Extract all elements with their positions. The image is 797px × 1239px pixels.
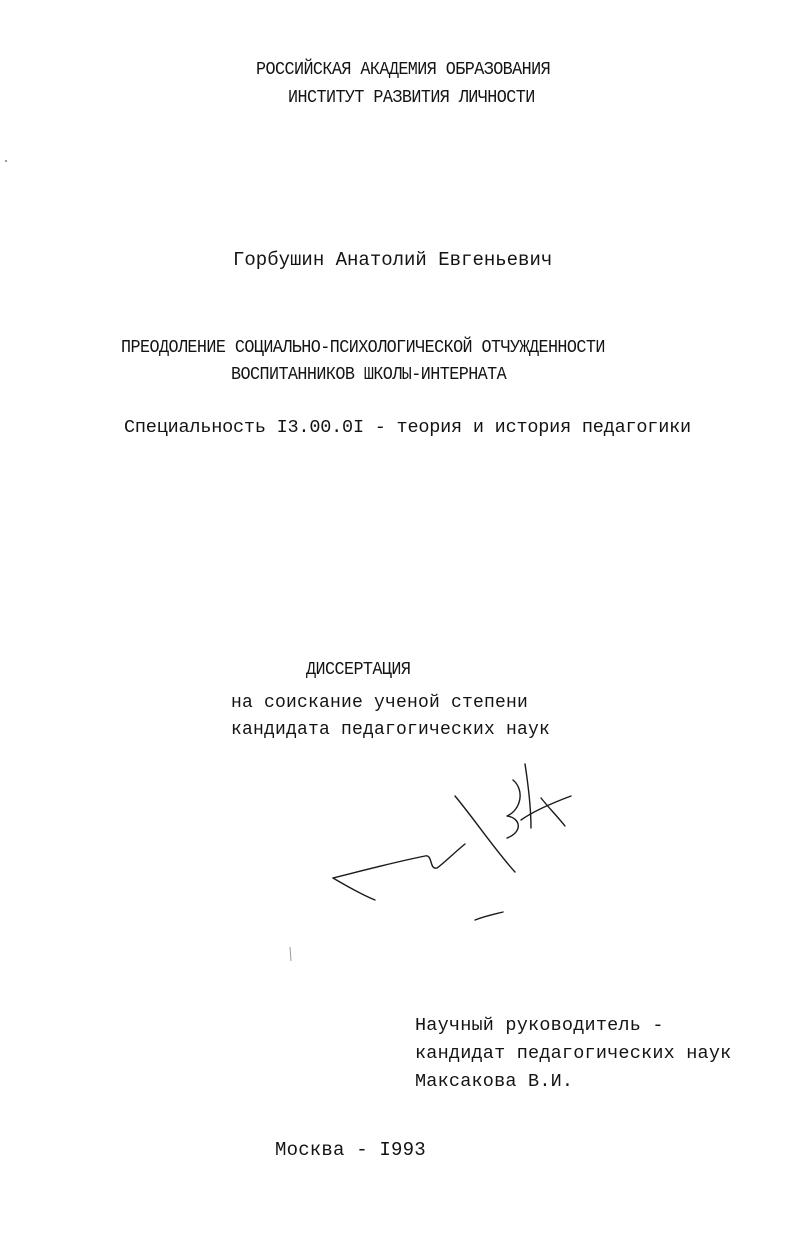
signature-scribble [325,760,585,930]
supervisor-line-1: Научный руководитель - [415,1015,664,1036]
title-line-1: ПРЕОДОЛЕНИЕ СОЦИАЛЬНО-ПСИХОЛОГИЧЕСКОЙ ОТЧУЖДЕННОСТИ [121,338,605,358]
paper-mark [288,945,294,965]
work-type-line-2: кандидата педагогических наук [231,720,551,740]
title-line-2: ВОСПИТАННИКОВ ШКОЛЫ-ИНТЕРНАТА [231,365,507,385]
supervisor-line-3: Максакова В.И. [415,1071,574,1092]
work-type-line-1: на соискание ученой степени [231,693,529,713]
header-line-1: РОССИЙСКАЯ АКАДЕМИЯ ОБРАЗОВАНИЯ [256,60,551,80]
author-name: Горбушин Анатолий Евгеньевич [233,249,553,271]
paper-speck [4,158,8,164]
supervisor-line-2: кандидат педагогических наук [415,1043,732,1064]
header-line-2: ИНСТИТУТ РАЗВИТИЯ ЛИЧНОСТИ [288,88,535,108]
specialty: Специальность I3.00.0I - теория и история педагогики [124,417,691,438]
work-type-heading: ДИССЕРТАЦИЯ [306,660,411,680]
footer-city-year: Москва - I993 [275,1139,426,1161]
